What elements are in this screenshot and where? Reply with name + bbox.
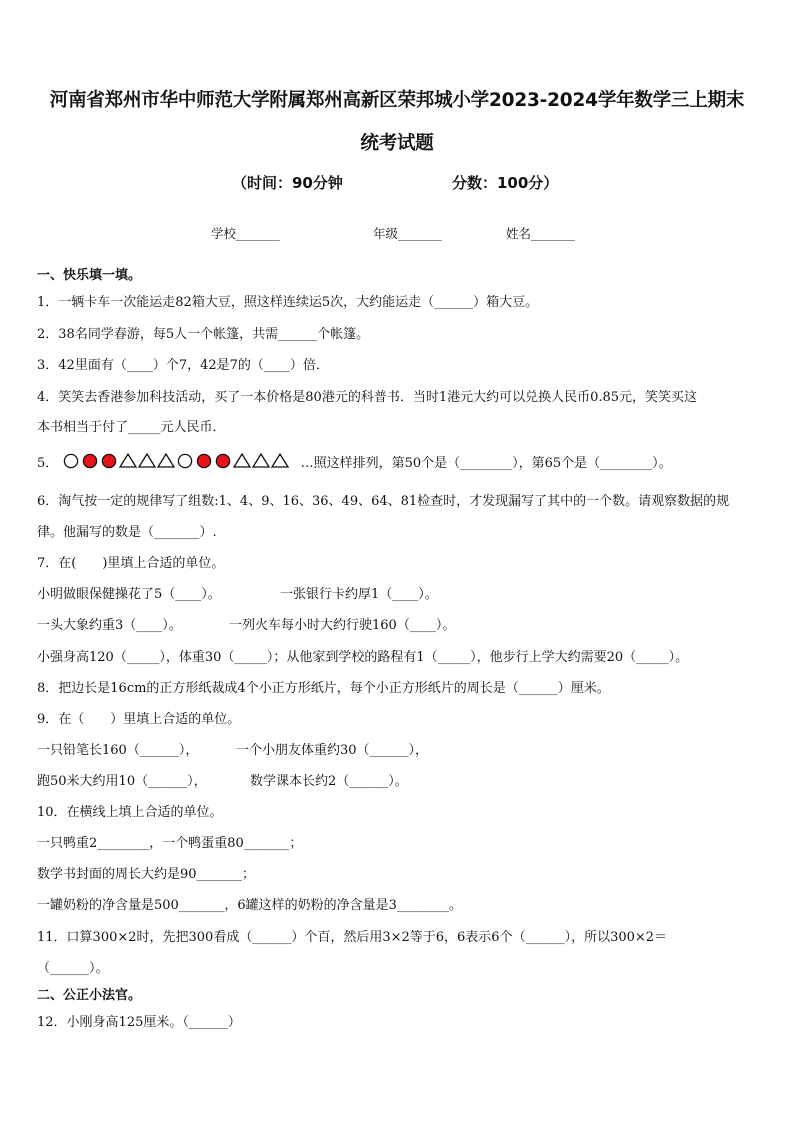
red-circle-shape-8 bbox=[217, 454, 230, 467]
red-circle-shape-2 bbox=[103, 454, 116, 467]
question-4-line1: 4．笑笑去香港参加科技活动，买了一本价格是80港元的科普书．当时1港元大约可以兑换人民币0.85元，笑笑买这 bbox=[37, 390, 698, 405]
white-circle-shape-6 bbox=[179, 454, 192, 467]
question-7-item-2a: 一头大象约重3（____）。 bbox=[37, 618, 182, 633]
question-5 bbox=[37, 452, 672, 471]
question-5-number: 5． bbox=[37, 456, 59, 471]
exam-time: （时间：90分钟 bbox=[232, 174, 343, 192]
question-7: 7．在( )里填上合适的单位。 bbox=[37, 556, 225, 571]
school-field: 学校_______ bbox=[211, 226, 280, 241]
question-10-item-2: 数学书封面的周长大约是90_______； bbox=[37, 867, 256, 882]
exam-title-line2: 统考试题 bbox=[360, 133, 434, 154]
exam-score: 分数：100分） bbox=[452, 174, 559, 192]
grade-field: 年级_______ bbox=[373, 226, 442, 241]
triangle-shape-10 bbox=[253, 454, 269, 467]
shape-sequence bbox=[62, 453, 294, 469]
triangle-shape-5 bbox=[158, 454, 174, 467]
question-4-line2: 本书相当于付了_____元人民币． bbox=[37, 420, 226, 435]
question-11-line2: （______）。 bbox=[37, 961, 109, 976]
section-1-heading: 一、快乐填一填。 bbox=[37, 268, 142, 283]
triangle-shape-4 bbox=[139, 454, 155, 467]
question-10-item-3: 一罐奶粉的净含量是500_______，6罐这样的奶粉的净含量是3________。 bbox=[37, 898, 462, 913]
question-9-item-2a: 跑50米大约用10（______）， bbox=[37, 774, 207, 789]
triangle-shape-11 bbox=[272, 454, 288, 467]
section-2-heading: 二、公正小法官。 bbox=[37, 988, 142, 1003]
white-circle-shape-0 bbox=[65, 454, 78, 467]
question-6-line2: 律。他漏写的数是（_______）. bbox=[37, 525, 217, 540]
exam-title-line1: 河南省郑州市华中师范大学附属郑州高新区荣邦城小学2023-2024学年数学三上期末 bbox=[49, 90, 745, 111]
question-9-item-2b: 数学课本长约2（______）。 bbox=[250, 774, 408, 789]
question-11-line1: 11．口算300×2时，先把300看成（______）个百，然后用3×2等于6，6表示6个（______），所以300×2＝ bbox=[37, 930, 668, 945]
question-5-text: …照这样排列，第50个是（________），第65个是（________）。 bbox=[300, 456, 672, 471]
name-field: 姓名_______ bbox=[506, 226, 575, 241]
question-9: 9．在（ ）里填上合适的单位。 bbox=[37, 712, 241, 727]
question-7-item-1b: 一张银行卡约厚1（____）。 bbox=[280, 587, 438, 602]
question-1: 1．一辆卡车一次能运走82箱大豆，照这样连续运5次，大约能运走（______）箱大豆。 bbox=[37, 295, 539, 310]
question-7-item-2b: 一列火车每小时大约行驶160（____）。 bbox=[229, 618, 456, 633]
question-10: 10．在横线上填上合适的单位。 bbox=[37, 805, 223, 820]
red-circle-shape-7 bbox=[198, 454, 211, 467]
question-2: 2．38名同学春游，每5人一个帐篷，共需______个帐篷。 bbox=[37, 327, 370, 342]
question-3: 3．42里面有（____）个7，42是7的（____）倍． bbox=[37, 358, 329, 373]
question-7-item-3: 小强身高120（_____），体重30（_____）；从他家到学校的路程有1（_____），他步行上学大约需要20（_____）。 bbox=[37, 650, 689, 665]
question-9-item-1b: 一个小朋友体重约30（______）， bbox=[236, 743, 429, 758]
question-12: 12．小刚身高125厘米。（______） bbox=[37, 1015, 241, 1030]
question-6-line1: 6．淘气按一定的规律写了组数:1、4、9、16、36、49、64、81检查时，才发现漏写了其中的一个数。请观察数据的规 bbox=[37, 494, 730, 509]
red-circle-shape-1 bbox=[84, 454, 97, 467]
question-10-item-1: 一只鸭重2________，一个鸭蛋重80_______； bbox=[37, 836, 303, 851]
triangle-shape-9 bbox=[234, 454, 250, 467]
question-8: 8．把边长是16cm的正方形纸裁成4个小正方形纸片，每个小正方形纸片的周长是（______）厘米。 bbox=[37, 681, 610, 696]
question-7-item-1a: 小明做眼保健操花了5（____）。 bbox=[37, 587, 221, 602]
question-9-item-1a: 一只铅笔长160（______）， bbox=[37, 743, 199, 758]
triangle-shape-3 bbox=[120, 454, 136, 467]
